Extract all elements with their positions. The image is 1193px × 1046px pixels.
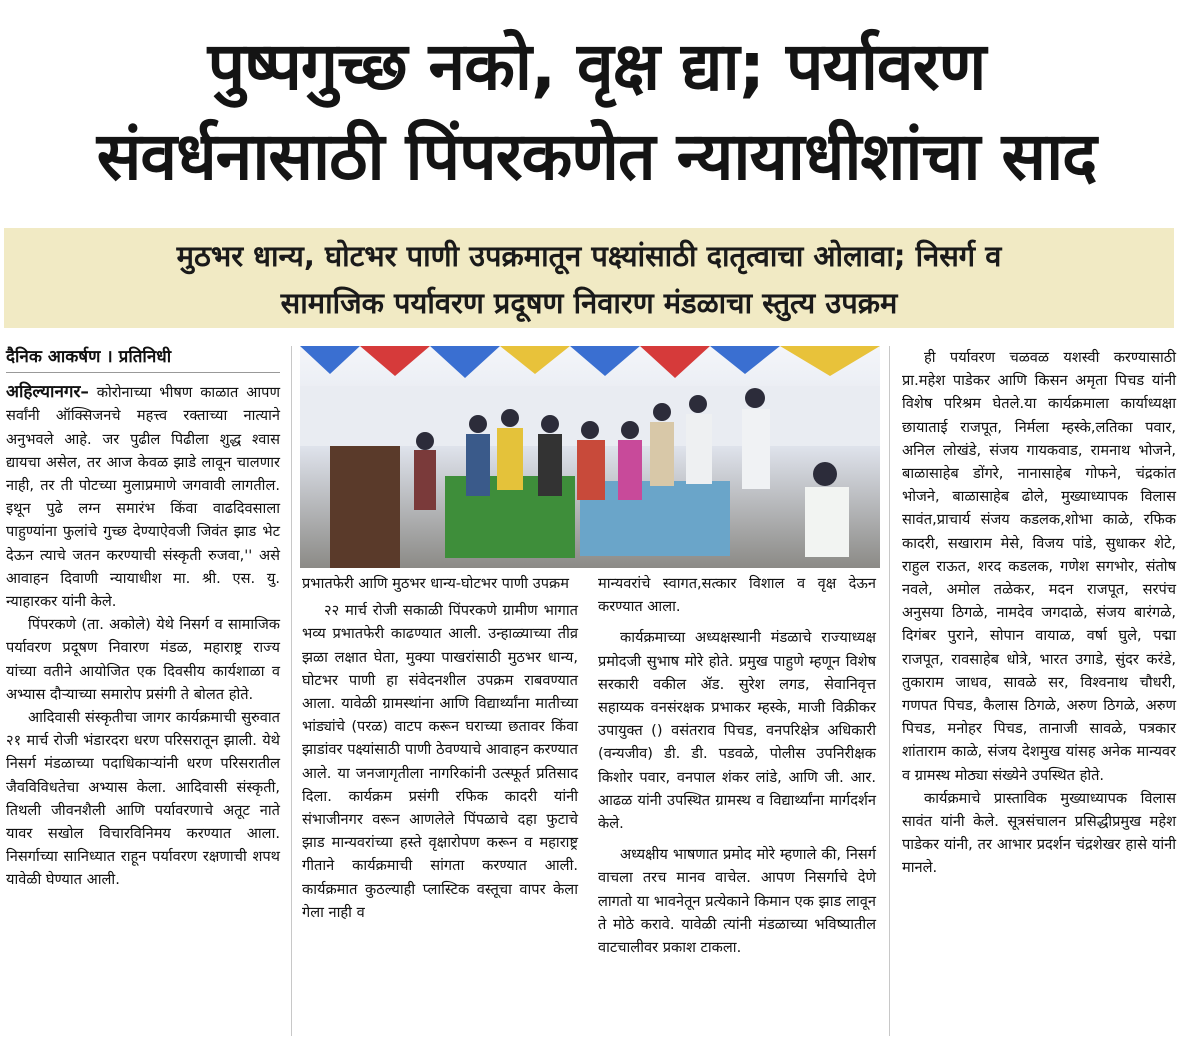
dateline: अहिल्यानगर– [6,382,89,403]
paragraph: कार्यक्रमाचे प्रास्ताविक मुख्याध्यापक विलास सावंत यांनी केले. सूत्रसंचालन प्रसिद्धीप्रमुख महेश पाडेकर यांनी, तर आभार प्रदर्शन चंद्रशेखर हासे यांनी मानले. [902,789,1176,877]
article-column-1 [6,346,280,892]
paragraph: मान्यवरांचे स्वागत,सत्कार विशाल व वृक्ष देऊन करण्यात आला. [598,575,876,616]
subheadline-line-1: मुठभर धान्य, घोटभर पाणी उपक्रमातून पक्ष्यांसाठी दातृत्वाचा ओलावा; निसर्ग व [176,239,1002,273]
subheadline-line-2: सामाजिक पर्यावरण प्रदूषण निवारण मंडळाचा स्तुत्य उपक्रम [280,286,898,320]
paragraph [6,381,280,613]
headline [10,22,1183,202]
byline: दैनिक आकर्षण । प्रतिनिधी [6,346,280,373]
section-subhead: प्रभातफेरी आणि मुठभर धान्य-घोटभर पाणी उपक्रम [302,575,569,592]
event-photo-illustration [300,346,880,568]
paragraph: अध्यक्षीय भाषणात प्रमोद मोरे म्हणाले की, निसर्ग वाचला तरच मानव वाचेल. आपण निसर्गाचे देणे लागतो या भावनेतून प्रत्येकाने किमान एक झाड लावून ते मोठे करावे. यावेळी त्यांनी मंडळाच्या भविष्यातील वाटचालीवर प्रकाश टाकला. [598,846,876,957]
headline-line-2: संवर्धनासाठी पिंपरकणेत न्यायाधीशांचा साद [96,118,1097,195]
event-photo [300,346,880,568]
paragraph-text: कोरोनाच्या भीषण काळात आपण सर्वांनी ऑक्सिजनचे महत्त्व रक्ताच्या नात्याने अनुभवले आहे. जर पुढील पिढीला शुद्ध श्वास द्यायचा असेल, तर आज केवळ झाडे लावून चालणार नाही, तर ती पोटच्या मुलाप्रमाणे जगवावी लागतील. इथून पुढे लग्न समारंभ किंवा वाढदिवसाला पाहुण्यांना फुलांचे गुच्छ देण्याऐवजी जिवंत झाड भेट देऊन त्याचे जतन करण्याची संस्कृती रुजवा,'' असे आवाहन दिवाणी न्यायाधीश मा. श्री. एस. यु. न्याहारकर यांनी केले. [6,384,281,611]
paragraph: २२ मार्च रोजी सकाळी पिंपरकणे ग्रामीण भागात भव्य प्रभातफेरी काढण्यात आली. उन्हाळ्याच्या तीव्र झळा लक्षात घेता, मुक्या पाखरांसाठी मुठभर धान्य, घोटभर पाणी हा संवेदनशील उपक्रम राबवण्यात आला. यावेळी ग्रामस्थांना आणि विद्यार्थ्यांना मातीच्या भांड्यांचे (परळ) वाटप करून घराच्या छतावर किंवा झाडांवर पक्ष्यांसाठी पाणी ठेवण्याचे आवाहन करण्यात आले. या जनजागृतीला नागरिकांनी उत्स्फूर्त प्रतिसाद दिला. कार्यक्रम प्रसंगी रफिक कादरी यांनी संभाजीनगर वरून आणलेले पिंपळाचे दहा फुटाचे झाड मान्यवरांच्या हस्ते वृक्षारोपण करून व महाराष्ट्र गीताने कार्यक्रमाची सांगता करण्यात आली. कार्यक्रमात कुठल्याही प्लास्टिक वस्तूचा वापर केला गेला नाही व [302,602,578,921]
column-divider [889,346,890,1036]
paragraph: कार्यक्रमाच्या अध्यक्षस्थानी मंडळाचे राज्याध्यक्ष प्रमोदजी सुभाष मोरे होते. प्रमुख पाहुणे म्हणून विशेष सरकारी वकील ॲड. सुरेश लगड, सेवानिवृत्त सहाय्यक वनसंरक्षक प्रभाकर म्हस्के, माजी विक्रीकर उपायुक्त () वसंतराव पिचड, वनपरिक्षेत्र अधिकारी (वन्यजीव) डी. डी. पडवळे, पोलीस उपनिरीक्षक किशोर पवार, वनपाल शंकर लांडे, आणि जी. आर. आढळ यांनी उपस्थित ग्रामस्थ व विद्यार्थ्यांना मार्गदर्शन केले. [598,629,876,833]
article-column-3 [598,572,876,959]
paragraph: आदिवासी संस्कृतीचा जागर कार्यक्रमाची सुरुवात २१ मार्च रोजी भंडारदरा धरण परिसरातून झाली. येथे निसर्ग मंडळाच्या पदाधिकाऱ्यांनी धरण परिसरातील जैवविविधतेचा अभ्यास केला. आदिवासी संस्कृती, तिथली जीवनशैली आणि पर्यावरणाचे अतूट नाते यावर सखोल विचारविनिमय करण्यात आला. निसर्गाच्या सानिध्यात राहून पर्यावरण रक्षणाची शपथ यावेळी घेण्यात आली. [6,709,280,889]
column-divider [291,346,292,1036]
headline-line-1: पुष्पगुच्छ नको, वृक्ष द्या; पर्यावरण [207,28,986,105]
article-column-2 [302,572,578,924]
subheadline-band [4,228,1174,328]
article-column-4 [902,346,1176,880]
paragraph: पिंपरकणे (ता. अकोले) येथे निसर्ग व सामाजिक पर्यावरण प्रदूषण निवारण मंडळ, महाराष्ट्र राज्य यांच्या वतीने आयोजित एक दिवसीय कार्यशाळा व अभ्यास दौऱ्याच्या समारोप प्रसंगी ते बोलत होते. [6,616,280,703]
paragraph: ही पर्यावरण चळवळ यशस्वी करण्यासाठी प्रा.महेश पाडेकर आणि किसन अमृता पिचड यांनी विशेष परिश्रम घेतले.या कार्यक्रमाला कार्याध्यक्षा छायाताई राजपूत, निर्मला म्हस्के,लतिका पवार, अनिल लोखंडे, संजय गायकवाड, रामनाथ भोजने, बाळासाहेब डोंगरे, नानासाहेब गोफने, चंद्रकांत भोजने, बाळासाहेब ढोले, मुख्याध्यापक विलास सावंत,प्राचार्य संजय कडलक,शोभा काळे, रफिक कादरी, सखाराम मेसे, विजय पांडे, सुधाकर शेटे, राहुल राऊत, शरद कडलक, गणेश सगभोर, संतोष नवले, अमोल तळेकर, मदन राजपूत, सरपंच अनुसया ठिगळे, नामदेव जगदाळे, संजय बारंगळे, दिगंबर पुराने, सोपान वायाळ, वर्षा घुले, पद्मा राजपूत, रावसाहेब धोत्रे, भारत उगाडे, सुंदर करंडे, तुकाराम जाधव, सावळे सर, विश्वनाथ चौधरी, गणपत पिचड, कैलास ठिगळे, अरुण ठिगळे, अरुण पिचड, मनोहर पिचड, तानाजी सावळे, पत्रकार शांताराम काळे, संजय देशमुख यांसह अनेक मान्यवर व ग्रामस्थ मोठ्या संख्येने उपस्थित होते. [902,349,1176,784]
